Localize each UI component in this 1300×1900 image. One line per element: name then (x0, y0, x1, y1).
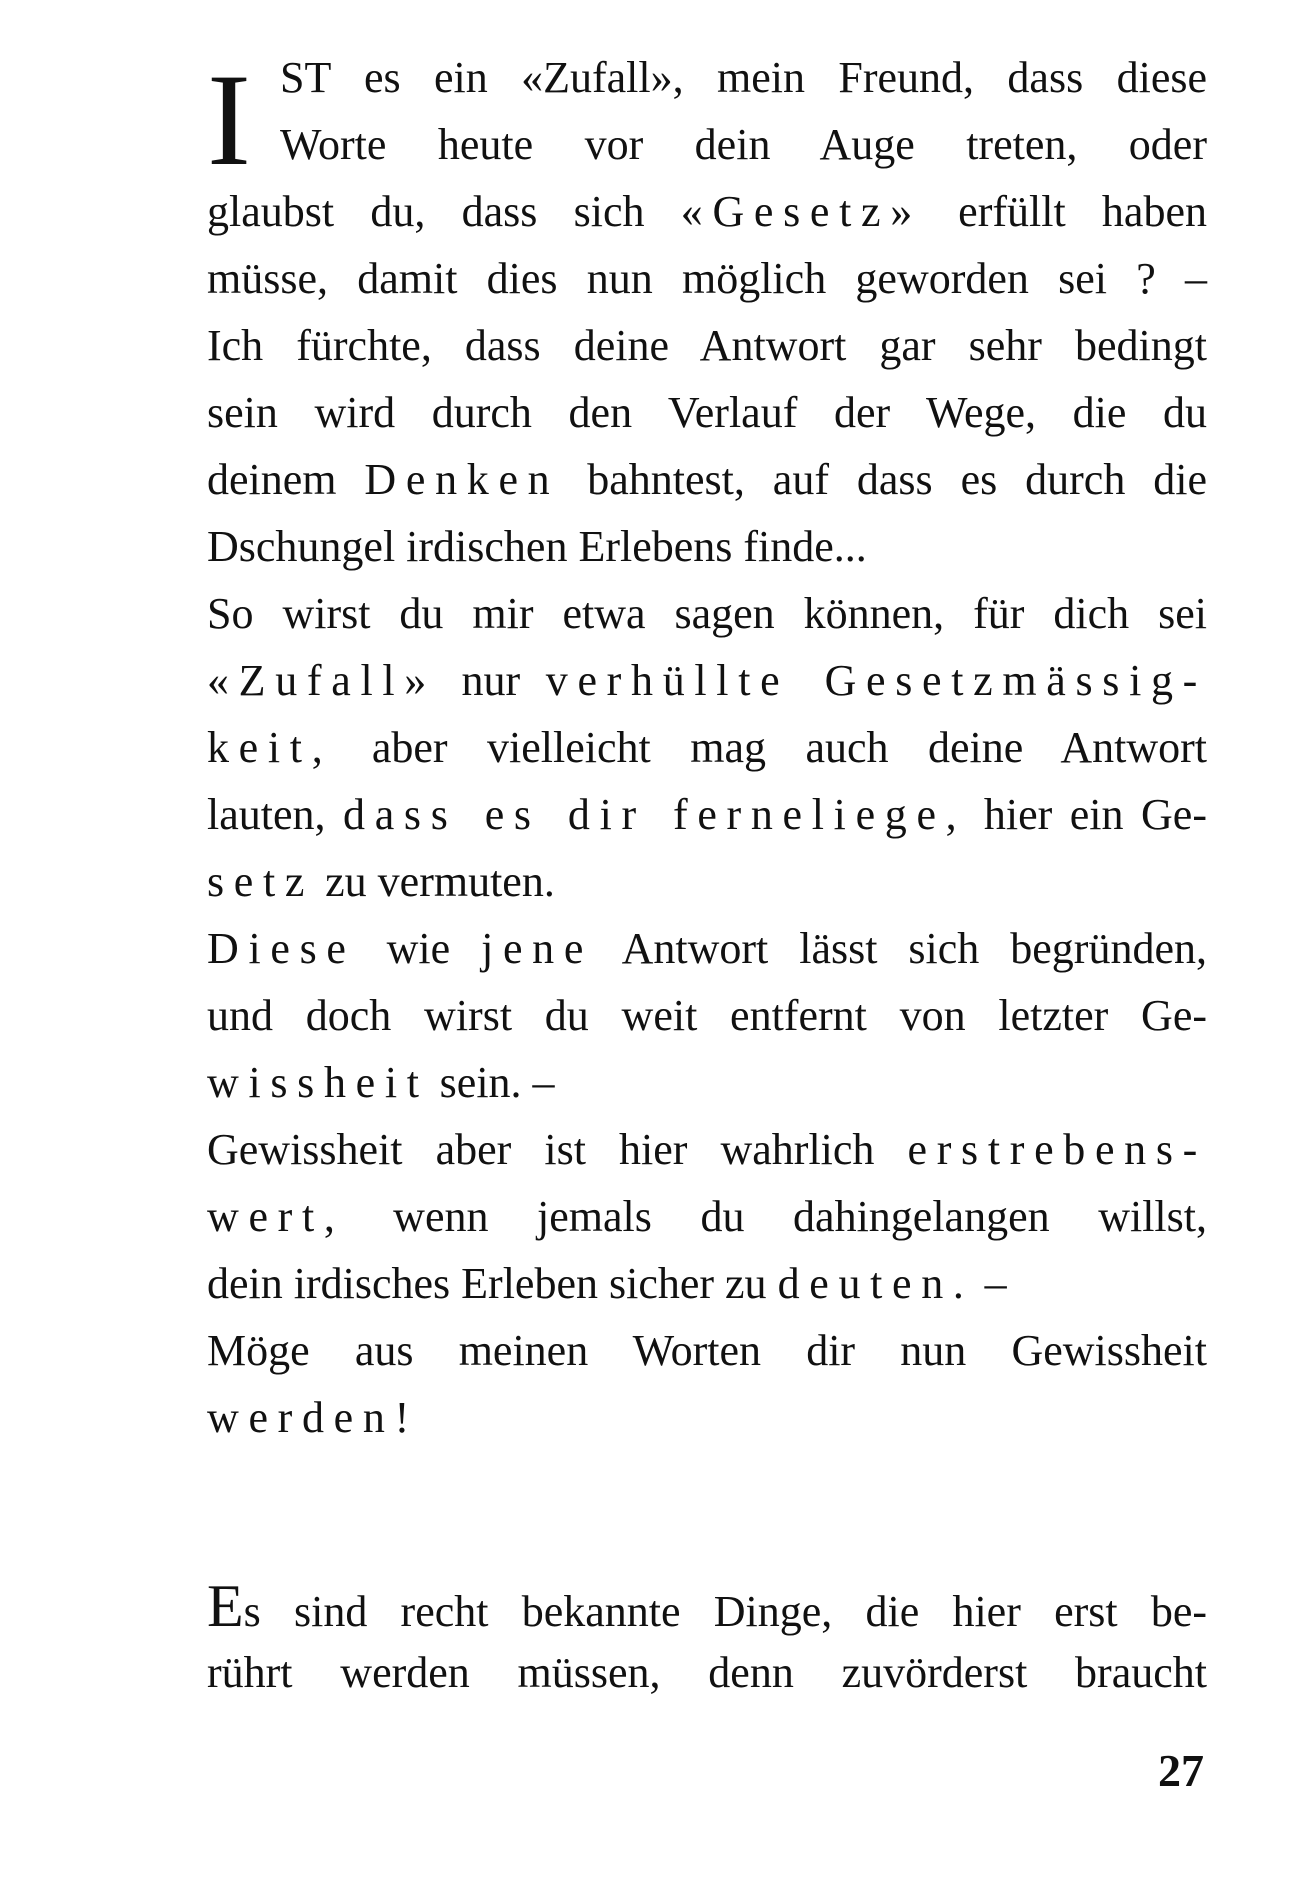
text-line: Gewissheit aber ist hier wahrlich erstrebens- (207, 1125, 1207, 1174)
text-line: Möge aus meinen Worten dir nun Gewissheit (207, 1326, 1207, 1375)
text-line: und doch wirst du weit entfernt von letzter Ge- (207, 991, 1207, 1040)
text-line: «Zufall» nur verhüllte Gesetzmässig- (207, 656, 1207, 705)
text-line: keit, aber vielleicht mag auch deine Antwort (207, 723, 1207, 772)
text-line: So wirst du mir etwa sagen können, für dich sei (207, 589, 1207, 638)
text-line: Diese wie jene Antwort lässt sich begründen, (207, 924, 1207, 973)
text-line: ST es ein «Zufall», mein Freund, dass diese (280, 53, 1207, 102)
section-initial: E (207, 1573, 244, 1639)
text-line: wissheit sein. – (207, 1058, 555, 1107)
text-line: Es sind recht bekannte Dinge, die hier erst be- (207, 1573, 1207, 1639)
text-line: Ich fürchte, dass deine Antwort gar sehr bedingt (207, 321, 1207, 370)
text-line: sein wird durch den Verlauf der Wege, die du (207, 388, 1207, 437)
drop-cap-initial: I (207, 46, 251, 193)
text-line: deinem Denken bahntest, auf dass es durch die (207, 455, 1207, 504)
text-line: Dschungel irdischen Erlebens finde... (207, 522, 867, 571)
text-line: setz zu vermuten. (207, 857, 555, 906)
text-line: Worte heute vor dein Auge treten, oder (280, 120, 1207, 169)
text-line: glaubst du, dass sich «Gesetz» erfüllt haben (207, 187, 1207, 236)
text-line: dein irdisches Erleben sicher zu deuten. – (207, 1259, 1007, 1308)
text-line: werden! (207, 1393, 419, 1442)
text-line: müsse, damit dies nun möglich geworden sei ? – (207, 254, 1207, 303)
page-number: 27 (1158, 1745, 1204, 1796)
text-line: wert, wenn jemals du dahingelangen willst, (207, 1192, 1207, 1241)
text-line: lauten, dass es dir ferneliege, hier ein Ge- (207, 790, 1207, 839)
text-line: rührt werden müssen, denn zuvörderst braucht (207, 1648, 1207, 1697)
